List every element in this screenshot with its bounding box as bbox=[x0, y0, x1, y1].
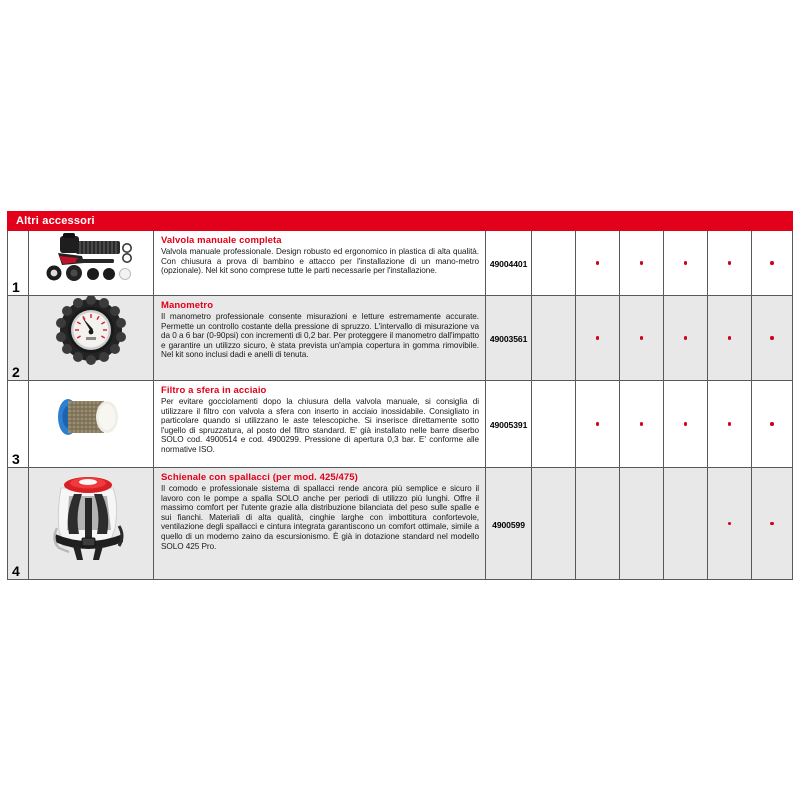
product-description-cell bbox=[154, 231, 486, 296]
compat-cell-5 bbox=[708, 296, 752, 381]
compat-dot bbox=[728, 522, 732, 526]
section-header-spacer bbox=[708, 212, 752, 231]
table-row bbox=[8, 468, 793, 580]
compat-dot bbox=[770, 336, 774, 340]
compat-cell-5 bbox=[708, 231, 752, 296]
compat-cell-1 bbox=[532, 231, 576, 296]
compat-dot bbox=[596, 336, 600, 340]
compat-dot bbox=[552, 336, 556, 340]
compat-dot bbox=[684, 522, 688, 526]
product-code-cell bbox=[486, 381, 532, 468]
section-header-spacer bbox=[752, 212, 793, 231]
compat-dot bbox=[770, 522, 774, 526]
compat-dot bbox=[770, 261, 774, 265]
compat-cell-3 bbox=[620, 381, 664, 468]
table-row bbox=[8, 231, 793, 296]
compat-cell-4 bbox=[664, 468, 708, 580]
row-number-cell bbox=[8, 468, 29, 580]
row-number-cell bbox=[8, 381, 29, 468]
product-code: 49003561 bbox=[489, 334, 528, 344]
section-header-spacer bbox=[486, 212, 532, 231]
manual-valve-assembly-photo bbox=[32, 231, 150, 283]
product-title: Filtro a sfera in acciaio bbox=[161, 385, 267, 396]
compat-cell-4 bbox=[664, 296, 708, 381]
product-description: Il comodo e professionale sistema di spallacci rende ancora più semplice e sicuro il lavoro con le pompe a spalla SOLO anche per periodi di utilizzo più lunghi. Offre il massimo comfort per l'utente grazie alla distribuzione bilanciata del peso sulle spalle e sui fianchi. Materiali di alta qualità, cinghie larghe con imbottitura confortevole, ventilazione degli spallacci e cintura integrata garantiscono un comfort ottimale, simile a quello di un moderno zaino da escursionismo. È già in dotazione standard nel modello SOLO 425 Pro. bbox=[161, 484, 480, 551]
product-description-cell bbox=[154, 296, 486, 381]
compat-cell-2 bbox=[576, 296, 620, 381]
compat-cell-1 bbox=[532, 381, 576, 468]
compat-dot bbox=[640, 336, 644, 340]
compat-dot bbox=[684, 422, 688, 426]
compat-dot bbox=[640, 522, 644, 526]
compat-cell-6 bbox=[752, 468, 793, 580]
row-number: 3 bbox=[12, 451, 20, 467]
product-description-cell bbox=[154, 468, 486, 580]
accessories-table bbox=[7, 211, 793, 580]
product-description: Valvola manuale professionale. Design robusto ed ergonomico in plastica di alta qualità. Con chiusura a prova di bambino e attacco per l'installazione di un mano-metro (opzionale). Nel kit sono comprese tutte le parti necessarie per l'installazione. bbox=[161, 247, 480, 276]
compat-dot bbox=[728, 261, 732, 265]
compat-cell-3 bbox=[620, 296, 664, 381]
row-number-cell bbox=[8, 296, 29, 381]
compat-dot bbox=[552, 422, 556, 426]
product-code: 49004401 bbox=[489, 259, 528, 269]
compat-cell-3 bbox=[620, 468, 664, 580]
product-code-cell bbox=[486, 296, 532, 381]
compat-dot bbox=[640, 422, 644, 426]
row-number-cell bbox=[8, 231, 29, 296]
compat-dot bbox=[552, 261, 556, 265]
backpack-harness-sprayer-photo bbox=[33, 468, 149, 564]
table-row bbox=[8, 381, 793, 468]
row-number: 2 bbox=[12, 364, 20, 380]
compat-cell-5 bbox=[708, 468, 752, 580]
product-code: 4900599 bbox=[492, 519, 525, 530]
section-header-row bbox=[8, 212, 793, 231]
compat-dot bbox=[770, 422, 774, 426]
compat-cell-5 bbox=[708, 381, 752, 468]
product-image-cell bbox=[29, 381, 154, 468]
section-header-spacer bbox=[620, 212, 664, 231]
compat-dot bbox=[728, 336, 732, 340]
compat-cell-4 bbox=[664, 231, 708, 296]
product-code: 49005391 bbox=[489, 420, 528, 430]
product-title: Schienale con spallacci (per mod. 425/475) bbox=[161, 472, 358, 483]
compat-cell-1 bbox=[532, 468, 576, 580]
product-code-cell bbox=[486, 231, 532, 296]
section-header-spacer bbox=[576, 212, 620, 231]
compat-cell-2 bbox=[576, 231, 620, 296]
product-image-cell bbox=[29, 468, 154, 580]
section-header-cell bbox=[8, 212, 486, 231]
row-number: 4 bbox=[12, 563, 20, 579]
compat-cell-3 bbox=[620, 231, 664, 296]
compat-dot bbox=[684, 261, 688, 265]
compat-cell-6 bbox=[752, 381, 793, 468]
section-header-spacer bbox=[532, 212, 576, 231]
pressure-gauge-photo bbox=[39, 296, 143, 368]
product-title: Valvola manuale completa bbox=[161, 235, 282, 246]
product-code-cell bbox=[486, 468, 532, 580]
compat-dot bbox=[684, 336, 688, 340]
product-image-cell bbox=[29, 231, 154, 296]
steel-ball-filter-photo bbox=[37, 381, 145, 451]
product-title: Manometro bbox=[161, 300, 214, 311]
compat-dot bbox=[552, 522, 556, 526]
product-image-cell bbox=[29, 296, 154, 381]
product-description-cell bbox=[154, 381, 486, 468]
product-description: Il manometro professionale consente misurazioni e letture estremamente accurate. Permette un controllo costante della pressione di spruzzo. L'intervallo di misurazione va da 0 a 6 bar (0-90psi) con incrementi di 0,2 bar. Per proteggere il manometro dall'impatto e garantire un utilizzo sicuro, è stata prevista un'ampia copertura in gomma rimovibile. Nel kit sono inclusi dadi e anelli di tenuta. bbox=[161, 312, 480, 360]
section-header-label: Altri accessori bbox=[16, 215, 95, 227]
compat-cell-6 bbox=[752, 231, 793, 296]
compat-dot bbox=[596, 261, 600, 265]
product-description: Per evitare gocciolamenti dopo la chiusura della valvola manuale, si consiglia di utilizzare il filtro con valvola a sfera con inserto in acciaio inossidabile. Consigliato in particolare quando si utilizzano le aste telescopiche. Si inserisce direttamente sotto l'ugello di spruzzatura, al posto del filtro standard. E' già installato nelle barre diserbo SOLO cod. 4900514 e cod. 4900299. Pressione di apertura 0,3 bar. E' conforme alle normative ISO. bbox=[161, 397, 480, 454]
compat-cell-1 bbox=[532, 296, 576, 381]
compat-cell-2 bbox=[576, 381, 620, 468]
table-row bbox=[8, 296, 793, 381]
row-number: 1 bbox=[12, 279, 20, 295]
section-header-spacer bbox=[664, 212, 708, 231]
compat-cell-6 bbox=[752, 296, 793, 381]
compat-dot bbox=[596, 422, 600, 426]
compat-dot bbox=[640, 261, 644, 265]
compat-cell-2 bbox=[576, 468, 620, 580]
compat-dot bbox=[596, 522, 600, 526]
compat-dot bbox=[728, 422, 732, 426]
compat-cell-4 bbox=[664, 381, 708, 468]
